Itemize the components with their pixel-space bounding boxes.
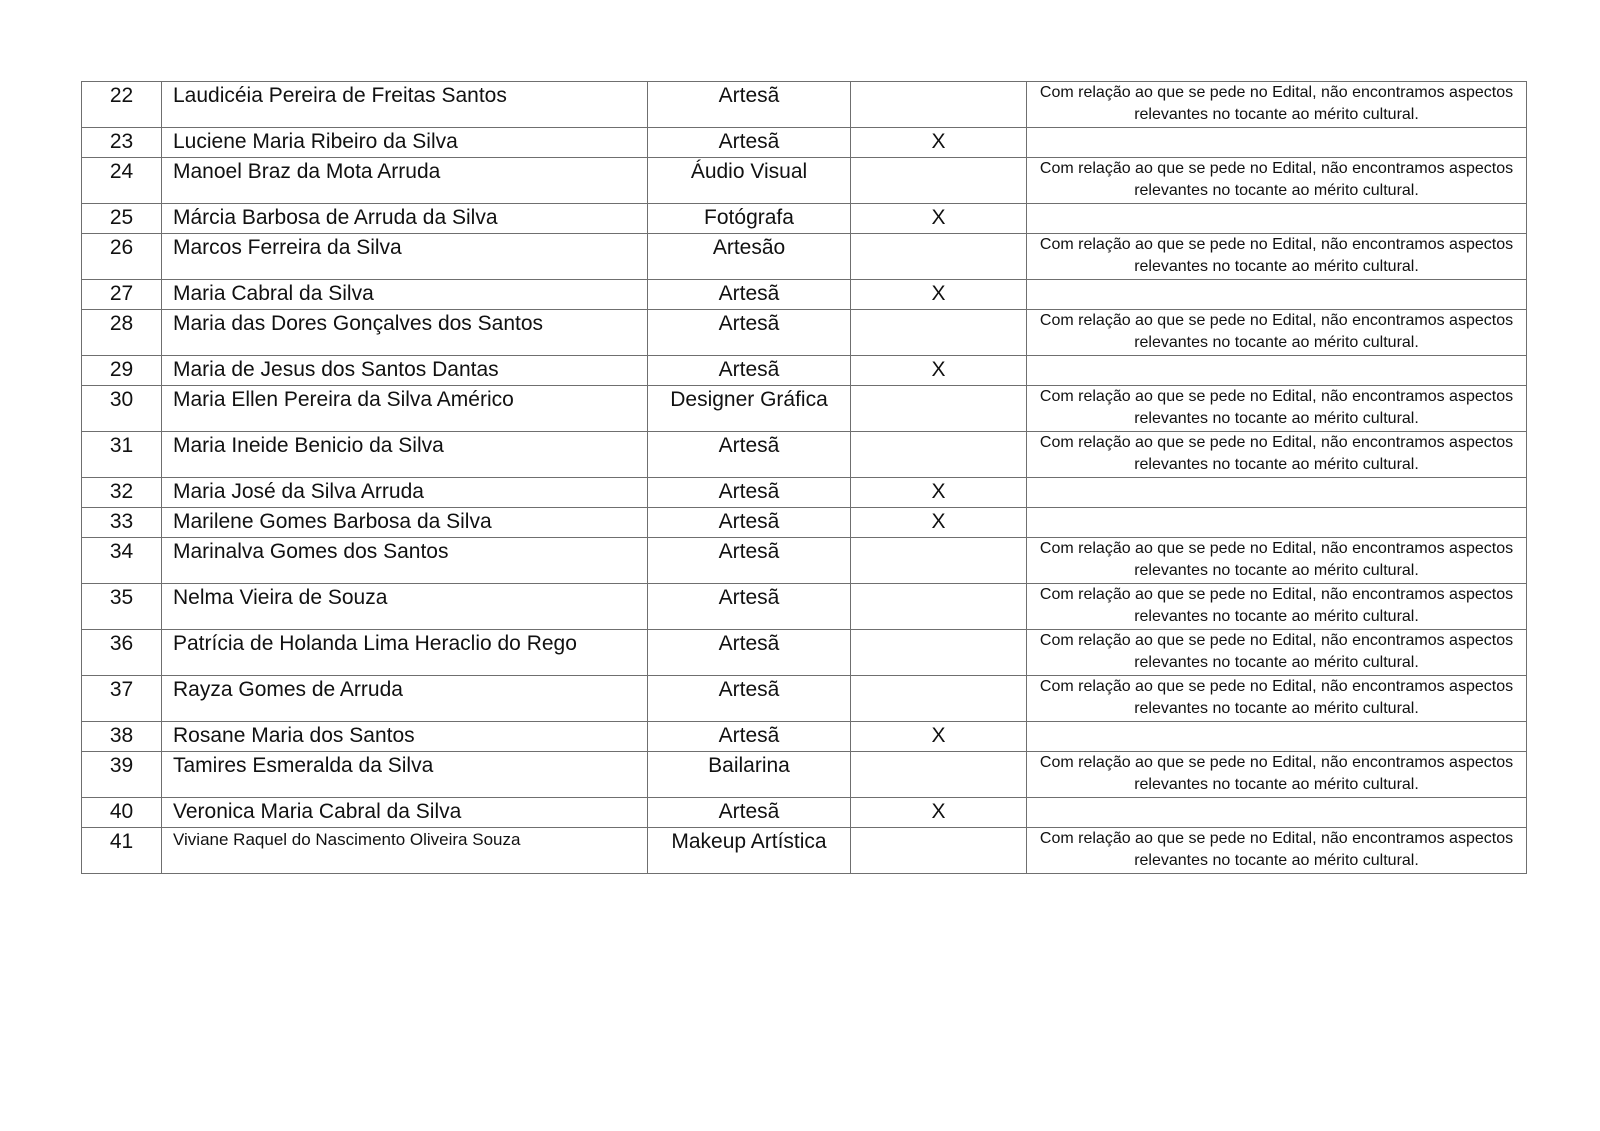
evaluation-note: Com relação ao que se pede no Edital, não encontramos aspectos relevantes no tocante ao mérito cultural.: [1027, 538, 1527, 584]
row-number: 40: [82, 798, 162, 828]
row-number: 37: [82, 676, 162, 722]
approval-mark: [851, 630, 1027, 676]
applicant-role: Artesã: [648, 584, 851, 630]
evaluation-note: [1027, 204, 1527, 234]
evaluation-note: Com relação ao que se pede no Edital, não encontramos aspectos relevantes no tocante ao mérito cultural.: [1027, 432, 1527, 478]
applicant-role: Artesã: [648, 432, 851, 478]
approval-mark: X: [851, 128, 1027, 158]
applicant-name: Marinalva Gomes dos Santos: [162, 538, 648, 584]
row-number: 32: [82, 478, 162, 508]
table-row: [82, 798, 1527, 828]
table-row: [82, 234, 1527, 280]
applicant-name: Veronica Maria Cabral da Silva: [162, 798, 648, 828]
evaluation-note: Com relação ao que se pede no Edital, não encontramos aspectos relevantes no tocante ao mérito cultural.: [1027, 82, 1527, 128]
applicant-role: Artesã: [648, 280, 851, 310]
approval-mark: [851, 676, 1027, 722]
applicant-name: Patrícia de Holanda Lima Heraclio do Rego: [162, 630, 648, 676]
applicant-name: Márcia Barbosa de Arruda da Silva: [162, 204, 648, 234]
row-number: 25: [82, 204, 162, 234]
table-row: [82, 828, 1527, 874]
approval-mark: X: [851, 798, 1027, 828]
applicant-role: Artesã: [648, 722, 851, 752]
approval-mark: [851, 538, 1027, 584]
row-number: 36: [82, 630, 162, 676]
applicant-name: Maria Ellen Pereira da Silva Américo: [162, 386, 648, 432]
evaluation-note: [1027, 280, 1527, 310]
approval-mark: [851, 82, 1027, 128]
approval-mark: X: [851, 356, 1027, 386]
row-number: 33: [82, 508, 162, 538]
table-row: [82, 508, 1527, 538]
applicant-name: Maria José da Silva Arruda: [162, 478, 648, 508]
applicant-role: Artesã: [648, 798, 851, 828]
approval-mark: [851, 310, 1027, 356]
evaluation-note: Com relação ao que se pede no Edital, não encontramos aspectos relevantes no tocante ao mérito cultural.: [1027, 828, 1527, 874]
approval-mark: X: [851, 478, 1027, 508]
applicant-role: Makeup Artística: [648, 828, 851, 874]
table-row: [82, 158, 1527, 204]
applicant-name: Viviane Raquel do Nascimento Oliveira Souza: [162, 828, 648, 874]
applicant-role: Áudio Visual: [648, 158, 851, 204]
table-row: [82, 676, 1527, 722]
applicant-name: Luciene Maria Ribeiro da Silva: [162, 128, 648, 158]
evaluation-note: [1027, 722, 1527, 752]
applicant-role: Artesã: [648, 538, 851, 584]
row-number: 22: [82, 82, 162, 128]
table-row: [82, 82, 1527, 128]
row-number: 39: [82, 752, 162, 798]
approval-mark: [851, 234, 1027, 280]
applicant-name: Maria Cabral da Silva: [162, 280, 648, 310]
row-number: 23: [82, 128, 162, 158]
table-row: [82, 128, 1527, 158]
row-number: 27: [82, 280, 162, 310]
row-number: 28: [82, 310, 162, 356]
evaluation-note: [1027, 508, 1527, 538]
table-row: [82, 356, 1527, 386]
evaluation-note: Com relação ao que se pede no Edital, não encontramos aspectos relevantes no tocante ao mérito cultural.: [1027, 752, 1527, 798]
applicants-table: [81, 81, 1527, 874]
row-number: 35: [82, 584, 162, 630]
table-row: [82, 630, 1527, 676]
row-number: 24: [82, 158, 162, 204]
approval-mark: X: [851, 508, 1027, 538]
evaluation-note: Com relação ao que se pede no Edital, não encontramos aspectos relevantes no tocante ao mérito cultural.: [1027, 234, 1527, 280]
evaluation-note: [1027, 798, 1527, 828]
applicant-role: Artesão: [648, 234, 851, 280]
evaluation-note: Com relação ao que se pede no Edital, não encontramos aspectos relevantes no tocante ao mérito cultural.: [1027, 676, 1527, 722]
evaluation-note: [1027, 478, 1527, 508]
approval-mark: [851, 386, 1027, 432]
row-number: 26: [82, 234, 162, 280]
applicant-role: Artesã: [648, 478, 851, 508]
table-row: [82, 432, 1527, 478]
applicant-name: Maria de Jesus dos Santos Dantas: [162, 356, 648, 386]
applicant-role: Designer Gráfica: [648, 386, 851, 432]
row-number: 29: [82, 356, 162, 386]
row-number: 34: [82, 538, 162, 584]
applicant-name: Marilene Gomes Barbosa da Silva: [162, 508, 648, 538]
table-row: [82, 538, 1527, 584]
applicant-role: Bailarina: [648, 752, 851, 798]
table-row: [82, 280, 1527, 310]
evaluation-note: Com relação ao que se pede no Edital, não encontramos aspectos relevantes no tocante ao mérito cultural.: [1027, 630, 1527, 676]
applicant-name: Nelma Vieira de Souza: [162, 584, 648, 630]
applicant-role: Artesã: [648, 630, 851, 676]
table-row: [82, 310, 1527, 356]
table-row: [82, 478, 1527, 508]
applicant-name: Maria Ineide Benicio da Silva: [162, 432, 648, 478]
table-row: [82, 386, 1527, 432]
evaluation-note: [1027, 356, 1527, 386]
approval-mark: X: [851, 280, 1027, 310]
table-row: [82, 722, 1527, 752]
applicant-name: Marcos Ferreira da Silva: [162, 234, 648, 280]
approval-mark: [851, 584, 1027, 630]
applicant-name: Rosane Maria dos Santos: [162, 722, 648, 752]
approval-mark: [851, 752, 1027, 798]
applicant-name: Manoel Braz da Mota Arruda: [162, 158, 648, 204]
approval-mark: [851, 432, 1027, 478]
applicant-role: Fotógrafa: [648, 204, 851, 234]
evaluation-note: Com relação ao que se pede no Edital, não encontramos aspectos relevantes no tocante ao mérito cultural.: [1027, 158, 1527, 204]
applicant-role: Artesã: [648, 676, 851, 722]
table-row: [82, 752, 1527, 798]
applicant-name: Maria das Dores Gonçalves dos Santos: [162, 310, 648, 356]
applicant-name: Rayza Gomes de Arruda: [162, 676, 648, 722]
applicant-role: Artesã: [648, 310, 851, 356]
row-number: 41: [82, 828, 162, 874]
applicant-role: Artesã: [648, 508, 851, 538]
row-number: 38: [82, 722, 162, 752]
evaluation-note: Com relação ao que se pede no Edital, não encontramos aspectos relevantes no tocante ao mérito cultural.: [1027, 584, 1527, 630]
row-number: 31: [82, 432, 162, 478]
applicant-name: Laudicéia Pereira de Freitas Santos: [162, 82, 648, 128]
applicant-role: Artesã: [648, 128, 851, 158]
applicant-name: Tamires Esmeralda da Silva: [162, 752, 648, 798]
evaluation-note: Com relação ao que se pede no Edital, não encontramos aspectos relevantes no tocante ao mérito cultural.: [1027, 386, 1527, 432]
approval-mark: X: [851, 722, 1027, 752]
evaluation-note: Com relação ao que se pede no Edital, não encontramos aspectos relevantes no tocante ao mérito cultural.: [1027, 310, 1527, 356]
table-row: [82, 584, 1527, 630]
applicant-role: Artesã: [648, 82, 851, 128]
approval-mark: X: [851, 204, 1027, 234]
applicant-role: Artesã: [648, 356, 851, 386]
evaluation-note: [1027, 128, 1527, 158]
approval-mark: [851, 828, 1027, 874]
row-number: 30: [82, 386, 162, 432]
approval-mark: [851, 158, 1027, 204]
table-row: [82, 204, 1527, 234]
